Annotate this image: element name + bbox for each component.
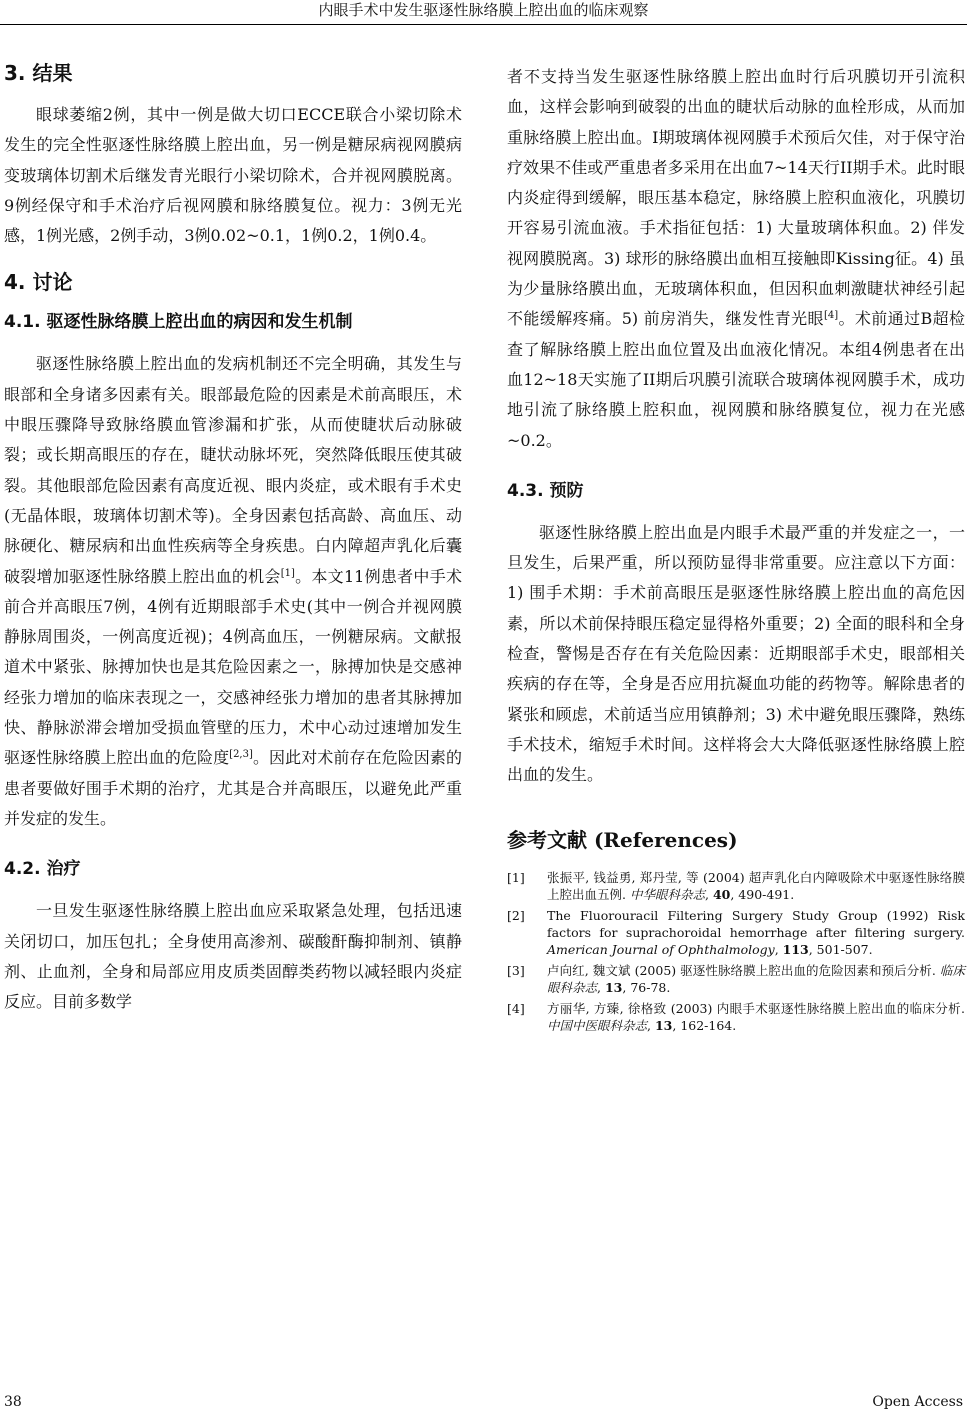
reference-item: [507, 869, 965, 903]
reference-pages: , 76-78.: [622, 979, 671, 995]
section-4-2-cont-text-a: 者不支持当发生驱逐性脉络膜上腔出血时行后巩膜切开引流积血，这样会影响到破裂的出血的睫状后动脉的血栓形成，从而加重脉络膜上腔出血。I期玻璃体视网膜手术预后欠佳，对于保守治疗效果不佳或严重患者多采用在出血7~14天行II期手术。此时眼内炎症得到缓解，眼压基本稳定，脉络膜上腔积血液化，巩膜切开容易引流血液。手术指征包括：1) 大量玻璃体积血。2) 伴发视网膜脱离。3) 球形的脉络膜出血相互接触即Kissing征。4) 虽为少量脉络膜出血，无玻璃体积血，但因积血刺激睫状神经引起不能缓解疼痛。5) 前房消失，继发性青光眼: [507, 67, 965, 329]
section-4-2-cont-text-b: 。术前通过B超检查了解脉络膜上腔出血位置及出血液化情况。本组4例患者在出血12~18天实施了II期后巩膜引流联合玻璃体视网膜手术，成功地引流了脉络膜上腔积血，视网膜和脉络膜复位，视力在光感~0.2。: [507, 309, 965, 450]
reference-volume: 13: [654, 1017, 673, 1033]
references-title: [507, 825, 965, 855]
reference-text: The Fluorouracil Filtering Surgery Study Group (1992) Risk factors for suprachoroidal hemorrhage after filtering surgery.: [547, 907, 965, 940]
publisher-label: Open Access: [872, 1394, 963, 1410]
section-4-2-continued: [507, 62, 965, 456]
reference-pages: , 162-164.: [672, 1017, 737, 1033]
header-divider: [0, 24, 967, 25]
section-3-paragraph: 眼球萎缩2例，其中一例是做大切口ECCE联合小梁切除术发生的完全性驱逐性脉络膜上腔出血，另一例是糖尿病视网膜病变玻璃体切割术后继发青光眼行小梁切除术，合并视网膜脱离。9例经保守和手术治疗后视网膜和脉络膜复位。视力：3例无光感，1例光感，2例手动，3例0.02~0.1，1例0.2，1例0.4。: [4, 105, 462, 246]
reference-journal: 中国中医眼科杂志: [547, 1017, 648, 1033]
reference-number: [4]: [507, 1000, 525, 1016]
reference-item: [507, 1000, 965, 1034]
reference-body: [547, 869, 965, 903]
section-4-title: 4. 讨论: [4, 270, 73, 295]
reference-volume: 13: [604, 979, 623, 995]
citation-1[interactable]: [1]: [280, 567, 295, 579]
reference-item: [507, 962, 965, 996]
page-number: 38: [4, 1394, 22, 1410]
reference-body: [547, 962, 965, 996]
reference-volume: 113: [782, 941, 809, 957]
reference-text: 卢向红, 魏文斌 (2005) 驱逐性脉络膜上腔出血的危险因素和预后分析.: [547, 962, 936, 978]
reference-number: [1]: [507, 869, 525, 885]
reference-text: 方丽华, 方臻, 徐格致 (2003) 内眼手术驱逐性脉络膜上腔出血的临床分析.: [547, 1000, 965, 1016]
reference-pages: , 501-507.: [808, 941, 873, 957]
right-column: [507, 62, 965, 1038]
section-4-3-title: 4.3. 预防: [507, 480, 584, 501]
reference-pages: , 490-491.: [730, 886, 795, 902]
reference-journal: 中华眼科杂志: [629, 886, 705, 902]
citation-4[interactable]: [4]: [823, 310, 839, 322]
section-4-1-text-c: 。因此对术前存在危险因素的患者要做好围手术期的治疗，尤其是合并高眼压，以避免此严重并发症的发生。: [4, 748, 462, 828]
section-4-1-paragraph: [4, 349, 462, 834]
section-4-1-title: 4.1. 驱逐性脉络膜上腔出血的病因和发生机制: [4, 312, 353, 333]
reference-sep: ,: [774, 941, 783, 957]
reference-sep: ,: [704, 886, 713, 902]
section-4-1-text-a: 驱逐性脉络膜上腔出血的发病机制还不完全明确，其发生与眼部和全身诸多因素有关。眼部最危险的因素是术前高眼压，术中眼压骤降导致脉络膜血管渗漏和扩张，从而使睫状后动脉破裂；或长期高眼压的存在，睫状动脉坏死，突然降低眼压使其破裂。其他眼部危险因素有高度近视、眼内炎症，或术眼有手术史(无晶体眼，玻璃体切割术等)。全身因素包括高龄、高血压、动脉硬化、糖尿病和出血性疾病等全身疾患。白内障超声乳化后囊破裂增加驱逐性脉络膜上腔出血的机会: [4, 354, 462, 586]
section-4-2-paragraph: 一旦发生驱逐性脉络膜上腔出血应采取紧急处理，包括迅速关闭切口，加压包扎；全身使用高渗剂、碳酸酐酶抑制剂、镇静剂、止血剂，全身和局部应用皮质类固醇类药物以减轻眼内炎症反应。目前多数学: [4, 901, 462, 1012]
running-header: 内眼手术中发生驱逐性脉络膜上腔出血的临床观察: [318, 1, 649, 19]
citation-2-3[interactable]: [2,3]: [229, 749, 253, 761]
section-4-3-paragraph: 驱逐性脉络膜上腔出血是内眼手术最严重的并发症之一，一旦发生，后果严重，所以预防显得非常重要。应注意以下方面：1) 围手术期：手术前高眼压是驱逐性脉络膜上腔出血的高危因素，所以术前保持眼压稳定显得格外重要；2) 全面的眼科和全身检查，警惕是否存在有关危险因素：近期眼部手术史，眼部相关疾病的存在等，全身是否应用抗凝血功能的药物等。解除患者的紧张和顾虑，术前适当应用镇静剂；3) 术中避免眼压骤降，熟练手术技术，缩短手术时间。这样将会大大降低驱逐性脉络膜上腔出血的发生。: [507, 522, 965, 785]
section-3-title: 3. 结果: [4, 61, 73, 85]
reference-journal: 临床眼科杂志: [547, 962, 965, 995]
reference-number: [2]: [507, 907, 525, 923]
section-4-2-title: 4.2. 治疗: [4, 859, 81, 880]
reference-number: [3]: [507, 962, 525, 978]
section-4-1-text-b: 。本文11例患者中手术前合并高眼压7例，4例有近期眼部手术史(其中一例合并视网膜静脉周围炎，一例高度近视)；4例高血压，一例糖尿病。文献报道术中紧张、脉搏加快也是其危险因素之一，脉搏加快是交感神经张力增加的临床表现之一，交感神经张力增加的患者其脉搏加快、静脉淤滞会增加受损血管壁的压力，术中心动过速增加发生驱逐性脉络膜上腔出血的危险度: [4, 566, 462, 768]
reference-body: [547, 1000, 965, 1034]
reference-journal: American Journal of Ophthalmology: [547, 941, 775, 957]
reference-text: 张振平, 钱益勇, 郑丹莹, 等 (2004) 超声乳化白内障吸除术中驱逐性脉络膜上腔出血五例.: [547, 869, 965, 902]
left-column: [4, 58, 462, 1017]
reference-sep: ,: [647, 1017, 655, 1033]
reference-item: [507, 907, 965, 958]
reference-body: [547, 907, 965, 958]
references-title-en: (References): [593, 827, 738, 852]
reference-sep: ,: [597, 979, 605, 995]
reference-volume: 40: [712, 886, 731, 902]
reference-list: [507, 869, 965, 1034]
references-title-cn: 参考文献: [507, 827, 587, 852]
